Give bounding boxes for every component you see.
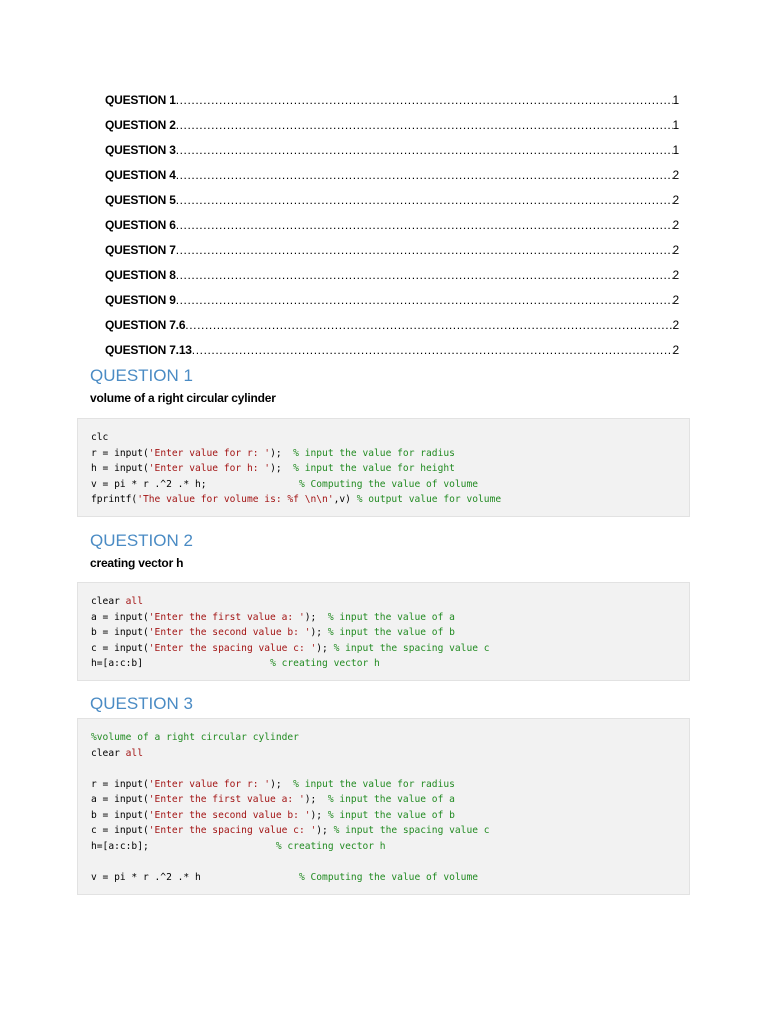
code-text: b = input( [91, 627, 149, 638]
code-string: all [125, 747, 143, 759]
code-text: h=[a:c:b] [91, 658, 271, 669]
code-line [91, 792, 689, 808]
toc-entry-label: QUESTION 7 [105, 243, 176, 257]
toc-entry-label: QUESTION 7.13 [105, 343, 192, 357]
toc-dot-leader [176, 168, 673, 182]
code-text: a = input( [91, 794, 149, 805]
toc-page-number: 2 [672, 193, 679, 207]
code-text: c = input( [91, 825, 149, 836]
code-comment: %volume of a right circular cylinder [91, 732, 299, 743]
toc-dot-leader [176, 193, 673, 207]
code-line [91, 870, 689, 886]
code-string: 'Enter value for r: ' [148, 447, 271, 459]
code-line [91, 492, 689, 508]
code-line [91, 610, 689, 626]
toc-page-number: 2 [672, 318, 679, 332]
toc-dot-leader [192, 343, 673, 357]
toc-dot-leader [176, 93, 673, 107]
code-text: ); [304, 794, 328, 805]
toc-entry[interactable] [105, 218, 679, 243]
code-text: v = pi * r .^2 .* h; [91, 478, 299, 490]
code-text: r = input( [91, 778, 149, 790]
code-text: ); [304, 611, 328, 623]
toc-entry-label: QUESTION 6 [105, 218, 176, 232]
toc-entry-label: QUESTION 2 [105, 118, 176, 132]
toc-entry[interactable] [105, 168, 679, 193]
code-comment: % input the spacing value c [333, 642, 490, 654]
code-comment: % input the value of a [327, 611, 455, 623]
code-line [91, 839, 689, 855]
code-text: ); [310, 627, 328, 638]
toc-page-number: 2 [672, 243, 679, 257]
code-string: 'Enter the spacing value c: ' [148, 642, 317, 654]
toc-entry[interactable] [105, 243, 679, 268]
code-string: 'Enter the second value b: ' [148, 627, 311, 638]
code-text: h = input( [91, 463, 149, 474]
code-text: b = input( [91, 809, 149, 821]
code-string: 'Enter the spacing value c: ' [148, 825, 317, 836]
code-comment: % Computing the value of volume [298, 871, 478, 883]
code-line [91, 730, 689, 746]
toc-entry-label: QUESTION 4 [105, 168, 176, 182]
section-heading-question-3: QUESTION 3 [90, 694, 193, 713]
code-text: ); [270, 447, 294, 459]
toc-page-number: 2 [672, 343, 679, 357]
code-text: h=[a:c:b]; [91, 840, 276, 852]
code-text: fprintf( [91, 494, 138, 505]
code-string: 'Enter value for h: ' [148, 463, 271, 474]
code-line [91, 854, 689, 870]
toc-page-number: 2 [672, 268, 679, 282]
toc-entry-label: QUESTION 9 [105, 293, 176, 307]
toc-page-number: 1 [672, 118, 679, 132]
code-comment: % input the value of b [327, 809, 455, 821]
toc-entry-label: QUESTION 7.6 [105, 318, 186, 332]
code-comment: % output value for volume [356, 494, 502, 505]
code-string: 'Enter the first value a: ' [148, 794, 305, 805]
code-line [91, 594, 689, 610]
toc-entry-label: QUESTION 8 [105, 268, 176, 282]
toc-dot-leader [185, 318, 672, 332]
toc-entry-label: QUESTION 5 [105, 193, 176, 207]
code-line [91, 808, 689, 824]
code-block-question-3 [77, 718, 690, 895]
toc-entry[interactable] [105, 93, 679, 118]
code-text: ,v) [333, 494, 357, 505]
code-block-question-2 [77, 582, 690, 681]
code-string: 'Enter value for r: ' [148, 778, 271, 790]
code-text: a = input( [91, 611, 149, 623]
section-heading-question-1: QUESTION 1 [90, 366, 193, 385]
toc-dot-leader [176, 293, 673, 307]
toc-page-number: 2 [672, 218, 679, 232]
toc-entry[interactable] [105, 193, 679, 218]
toc-page-number: 2 [672, 168, 679, 182]
code-text: ); [316, 642, 334, 654]
toc-dot-leader [176, 243, 673, 257]
section-subtitle-question-1: volume of a right circular cylinder [90, 391, 276, 405]
code-string: 'The value for volume is: %f \n\n' [137, 494, 334, 505]
toc-page-number: 1 [672, 93, 679, 107]
code-text: ); [316, 825, 334, 836]
toc-dot-leader [176, 143, 673, 157]
code-comment: % creating vector h [270, 658, 380, 669]
code-string: all [125, 596, 143, 607]
code-line [91, 777, 689, 793]
code-line [91, 430, 689, 446]
toc-entry-label: QUESTION 3 [105, 143, 176, 157]
code-line [91, 625, 689, 641]
toc-entry[interactable] [105, 318, 679, 343]
code-line [91, 823, 689, 839]
code-text: v = pi * r .^2 .* h [91, 871, 299, 883]
toc-dot-leader [176, 118, 673, 132]
code-comment: % input the value for radius [293, 778, 455, 790]
table-of-contents [105, 93, 679, 368]
code-comment: % input the spacing value c [333, 825, 490, 836]
code-text: ); [270, 778, 294, 790]
code-text: c = input( [91, 642, 149, 654]
toc-dot-leader [176, 218, 673, 232]
code-text: clc [91, 432, 109, 443]
toc-entry-label: QUESTION 1 [105, 93, 176, 107]
code-line [91, 746, 689, 762]
code-string: 'Enter the first value a: ' [148, 611, 305, 623]
toc-dot-leader [176, 268, 673, 282]
code-line [91, 477, 689, 493]
code-text: ); [270, 463, 294, 474]
code-line [91, 656, 689, 672]
toc-page-number: 2 [672, 293, 679, 307]
section-heading-question-2: QUESTION 2 [90, 531, 193, 550]
code-comment: % creating vector h [275, 840, 386, 852]
code-string: 'Enter the second value b: ' [148, 809, 311, 821]
code-comment: % input the value for height [293, 463, 455, 474]
code-line [91, 446, 689, 462]
code-comment: % input the value for radius [293, 447, 455, 459]
section-subtitle-question-2: creating vector h [90, 556, 184, 570]
code-comment: % input the value of a [327, 794, 455, 805]
code-text: clear [91, 596, 126, 607]
code-text: r = input( [91, 447, 149, 459]
toc-entry[interactable] [105, 118, 679, 143]
toc-entry[interactable] [105, 343, 679, 368]
code-line [91, 461, 689, 477]
code-line [91, 761, 689, 777]
toc-entry[interactable] [105, 293, 679, 318]
code-comment: % Computing the value of volume [298, 478, 478, 490]
code-comment: % input the value of b [327, 627, 455, 638]
code-text: ); [310, 809, 328, 821]
toc-entry[interactable] [105, 268, 679, 293]
toc-page-number: 1 [672, 143, 679, 157]
toc-entry[interactable] [105, 143, 679, 168]
code-text: clear [91, 747, 126, 759]
code-line [91, 641, 689, 657]
code-block-question-1 [77, 418, 690, 517]
